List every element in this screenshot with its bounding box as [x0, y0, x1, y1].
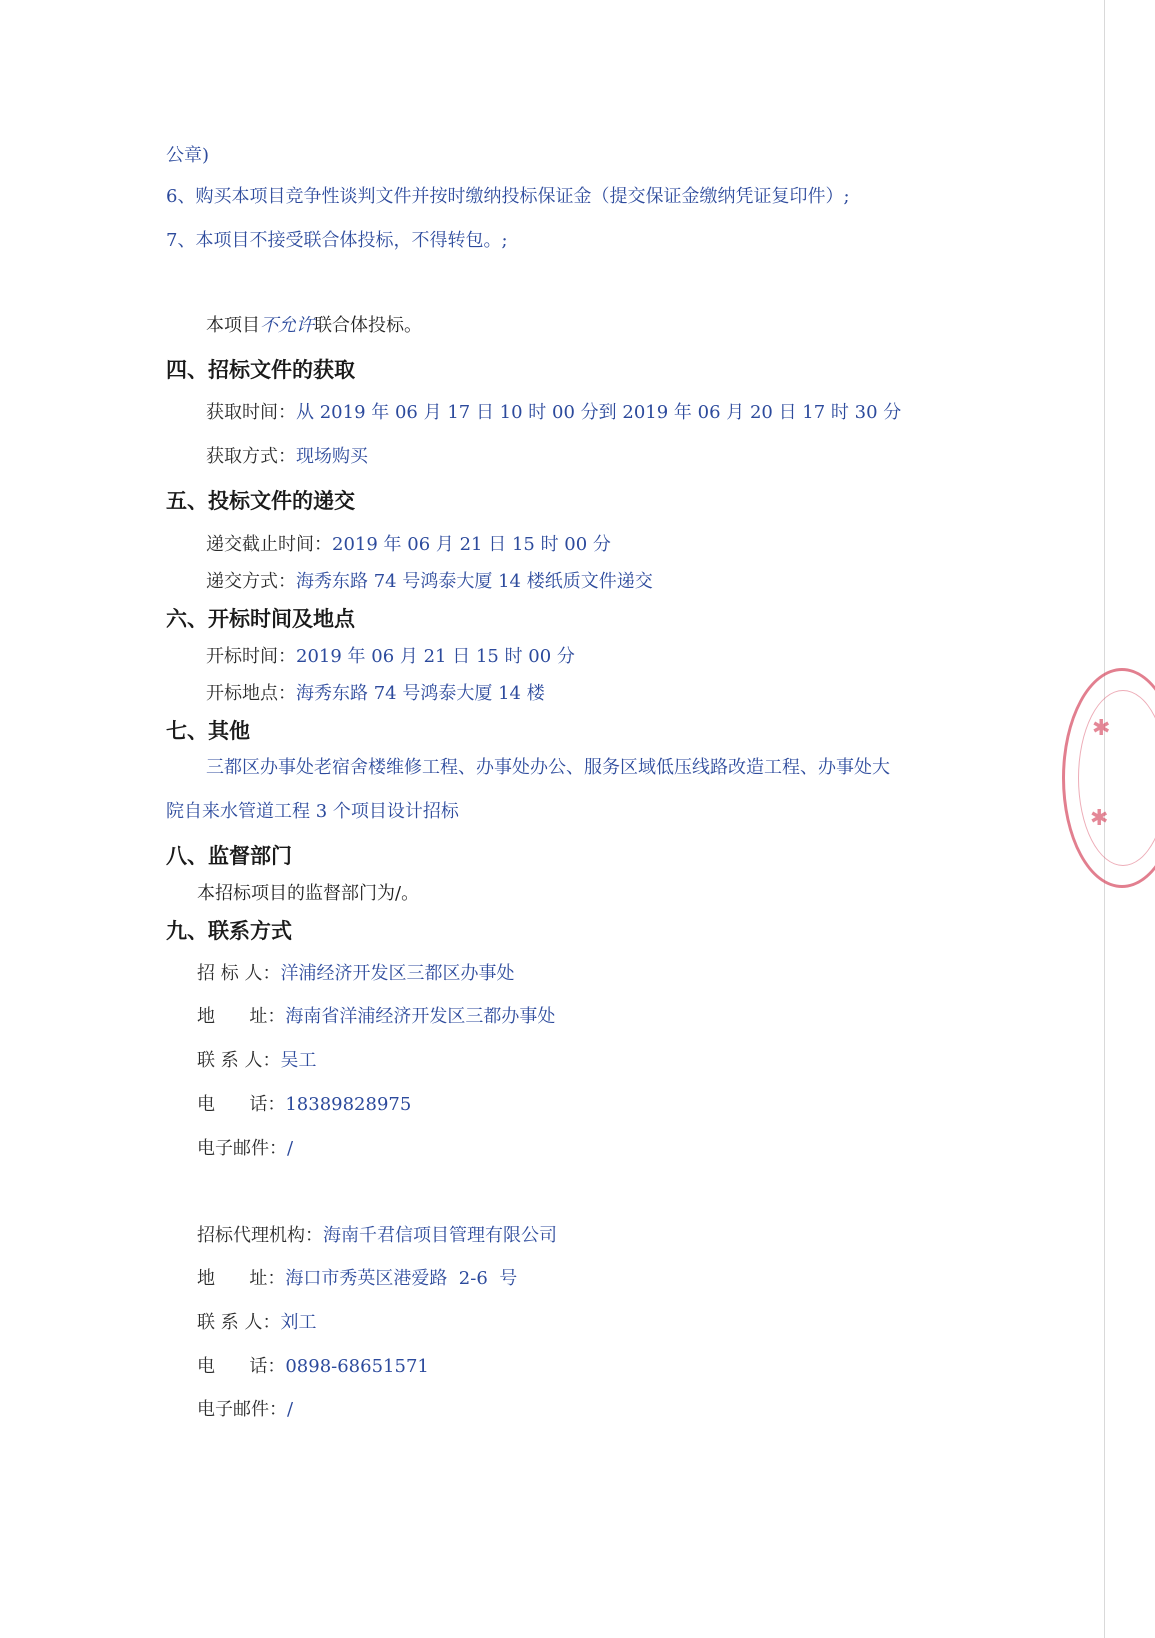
agency-phone-label: 电 话： — [197, 1356, 286, 1377]
section-9-heading: 九、联系方式 — [166, 919, 292, 943]
agency-name — [197, 1224, 557, 1248]
tenderer-email-label: 电子邮件： — [197, 1138, 287, 1159]
section-5-method-label: 递交方式： — [206, 571, 296, 592]
agency-phone-value: 0898-68651571 — [285, 1356, 429, 1377]
section-5-method — [206, 570, 653, 594]
section-7-text-line-1: 三都区办事处老宿舍楼维修工程、办事处办公、服务区域低压线路改造工程、办事处大 — [206, 757, 890, 778]
section-5-deadline — [206, 533, 611, 557]
agency-address-value: 海口市秀英区港爱路 2-6 号 — [285, 1268, 518, 1289]
section-4-method-label: 获取方式： — [206, 446, 296, 467]
tenderer-address-value: 海南省洋浦经济开发区三都办事处 — [285, 1006, 556, 1027]
section-4-method — [206, 445, 368, 469]
consortium-statement — [206, 314, 422, 338]
tenderer-address-label: 地 址： — [197, 1006, 286, 1027]
section-6-time — [206, 645, 575, 669]
section-7-heading: 七、其他 — [166, 719, 250, 743]
agency-phone — [197, 1355, 429, 1379]
tenderer-address — [197, 1005, 555, 1029]
seal-stamp-mark-bottom: ✱ — [1090, 806, 1109, 831]
agency-email — [197, 1398, 293, 1422]
section-6-heading: 六、开标时间及地点 — [166, 607, 355, 631]
agency-contact — [197, 1311, 316, 1335]
agency-name-value: 海南千君信项目管理有限公司 — [323, 1225, 557, 1246]
tenderer-contact — [197, 1049, 316, 1073]
section-7-text-line-2: 院自来水管道工程 3 个项目设计招标 — [166, 801, 459, 822]
agency-email-label: 电子邮件： — [197, 1399, 287, 1420]
section-5-heading: 五、投标文件的递交 — [166, 489, 355, 513]
tenderer-phone — [197, 1093, 411, 1117]
seal-stamp-mark-top: ✱ — [1092, 716, 1111, 741]
agency-contact-value: 刘工 — [280, 1312, 317, 1333]
section-5-deadline-label: 递交截止时间： — [206, 534, 332, 555]
section-4-heading: 四、招标文件的获取 — [166, 358, 355, 382]
tenderer-email-value: / — [287, 1138, 294, 1159]
agency-name-label: 招标代理机构： — [197, 1225, 323, 1246]
agency-address-label: 地 址： — [197, 1268, 286, 1289]
tenderer-name — [197, 962, 514, 986]
section-5-method-value: 海秀东路 74 号鸿泰大厦 14 楼纸质文件递交 — [296, 571, 653, 592]
section-6-place — [206, 682, 545, 706]
agency-email-value: / — [287, 1399, 294, 1420]
tenderer-contact-value: 吴工 — [280, 1050, 317, 1071]
section-6-time-value: 2019 年 06 月 21 日 15 时 00 分 — [296, 646, 575, 667]
section-5-deadline-value: 2019 年 06 月 21 日 15 时 00 分 — [332, 534, 611, 555]
tenderer-contact-label: 联 系 人： — [197, 1050, 281, 1071]
section-4-time — [206, 401, 901, 425]
carryover-line: 公章) — [166, 145, 210, 166]
section-4-time-value: 从 2019 年 06 月 17 日 10 时 00 分到 2019 年 06 月 20 日 17 时 30 分 — [296, 402, 902, 423]
consortium-statement-pre: 本项目 — [206, 315, 260, 336]
tenderer-name-value: 洋浦经济开发区三都区办事处 — [280, 963, 515, 984]
section-8-text: 本招标项目的监督部门为/。 — [197, 883, 420, 904]
section-6-place-label: 开标地点： — [206, 683, 296, 704]
requirement-item-7: 7、本项目不接受联合体投标，不得转包。; — [166, 230, 508, 251]
requirement-item-6: 6、购买本项目竞争性谈判文件并按时缴纳投标保证金（提交保证金缴纳凭证复印件）; — [166, 186, 850, 207]
tenderer-phone-value: 18389828975 — [285, 1094, 412, 1115]
section-8-heading: 八、监督部门 — [166, 844, 292, 868]
agency-address — [197, 1267, 517, 1291]
section-6-place-value: 海秀东路 74 号鸿泰大厦 14 楼 — [296, 683, 545, 704]
tenderer-name-label: 招 标 人： — [197, 963, 281, 984]
tenderer-email — [197, 1137, 293, 1161]
section-4-method-value: 现场购买 — [296, 446, 368, 467]
section-6-time-label: 开标时间： — [206, 646, 296, 667]
consortium-statement-post: 联合体投标。 — [314, 315, 422, 336]
consortium-statement-italic: 不允许 — [260, 315, 314, 336]
agency-contact-label: 联 系 人： — [197, 1312, 281, 1333]
section-4-time-label: 获取时间： — [206, 402, 296, 423]
tenderer-phone-label: 电 话： — [197, 1094, 286, 1115]
